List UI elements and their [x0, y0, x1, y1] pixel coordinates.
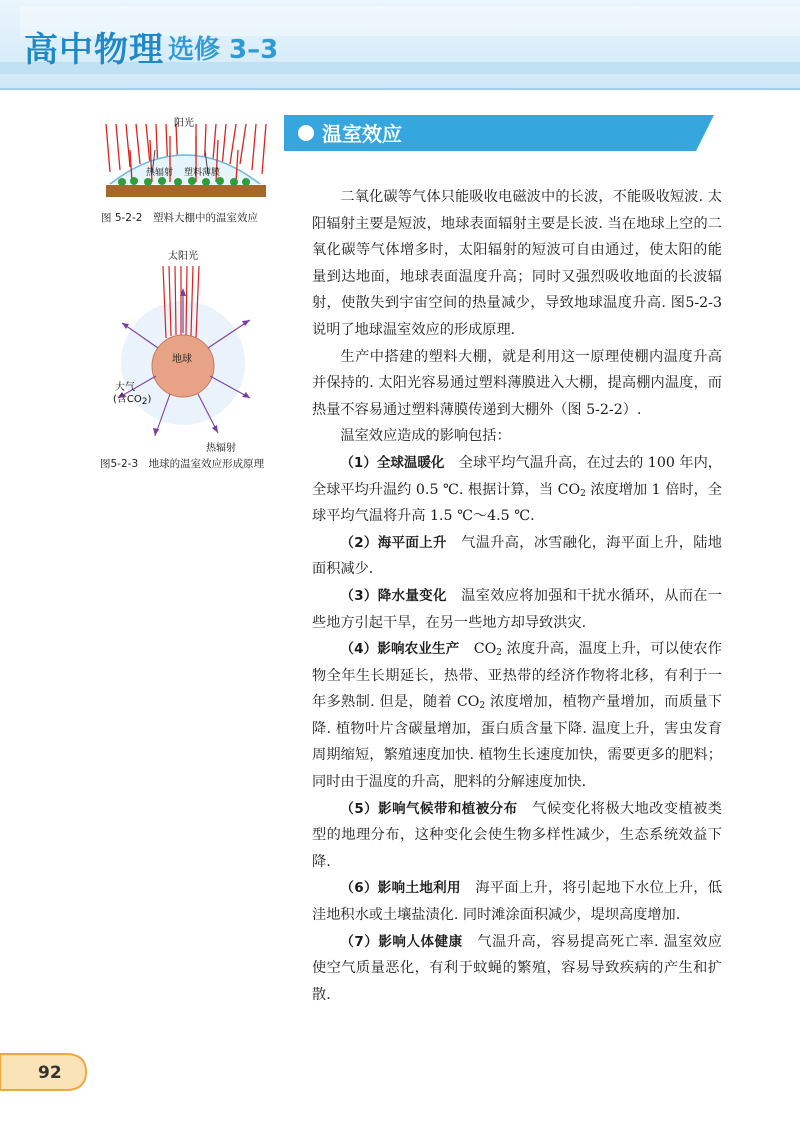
- item-4: （4）影响农业生产 $CO_2$ 浓度升高，温度上升，可以使农作物全年生长期延长，热带、亚热带的经济作物将北移，有利于一年多熟制. 但是，随着 $CO_2$ 浓度增加，植物产量增加，而质量下降. 植物叶片含碳量增加，蛋白质含量下降. 温度上升，害虫发育周期缩短，繁殖速度加快. 植物生长速度加快，需要更多的肥料；同时由于温度的升高，肥料的分解速度加快.: [312, 641, 722, 791]
- book-title: 高中物理: [24, 30, 164, 70]
- label-earth: 地球: [172, 354, 192, 365]
- figure-earth-greenhouse: [100, 258, 285, 448]
- item-6: （6）影响土地利用 海平面上升，将引起地下水位上升，低洼地积水或土壤盐渍化. 同时滩涂面积减少，堤坝高度增加.: [312, 880, 722, 924]
- label-plastic-film: 塑料薄膜: [184, 168, 221, 178]
- label-heat-radiation-2: 热辐射: [206, 443, 236, 454]
- item-1: （1）全球温暖化 全球平均气温升高，在过去的 100 年内，全球平均升温约 0.5 ℃. 根据计算，当 $CO_2$ 浓度增加 1 倍时，全球平均气温将升高 1.5 ℃～4.5 ℃.: [312, 454, 722, 525]
- ground: [106, 185, 266, 197]
- header-banner: [0, 0, 800, 90]
- paragraph-3: 温室效应造成的影响包括：: [340, 428, 511, 445]
- item-5: （5）影响气候带和植被分布 气候变化将极大地改变植被类型的地理分布，这种变化会使生物多样性减少，生态系统效益下降.: [312, 800, 722, 870]
- book-subtitle: 选修 3–3: [168, 35, 279, 65]
- figure2-caption: 图5-2-3 地球的温室效应形成原理: [100, 458, 265, 470]
- page-number: 92: [38, 1063, 62, 1083]
- label-sunlight-2: 太阳光: [168, 251, 198, 262]
- item-3: （3）降水量变化 温室效应将加强和干扰水循环，从而在一些地方引起干旱，在另一些地方却导致洪灾.: [312, 587, 722, 631]
- label-atmosphere: 大气: [115, 382, 135, 393]
- paragraph-2: 生产中搭建的塑料大棚，就是利用这一原理使棚内温度升高并保持的. 太阳光容易通过塑料薄膜进入大棚，提高棚内温度，而热量不容易通过塑料薄膜传递到大棚外（图 5-2-2）.: [312, 348, 722, 418]
- section-title: 温室效应: [322, 122, 402, 146]
- paragraph-1: 二氧化碳等气体只能吸收电磁波中的长波，不能吸收短波. 太阳辐射主要是短波，地球表面辐射主要是长波. 当在地球上空的二氧化碳等气体增多时，太阳辐射的短波可自由通过，使太阳的能量到达地面，地球表面温度升高；同时又强烈吸收地面的长波辐射，使散失到宇宙空间的热量减少，导致地球温度升高. 图5-2-3说明了地球温室效应的形成原理.: [312, 189, 722, 338]
- label-heat-radiation: 热辐射: [146, 168, 174, 178]
- earth: [152, 335, 214, 397]
- figure1-caption: 图 5-2-2 塑料大棚中的温室效应: [101, 212, 258, 224]
- body-text: [312, 184, 722, 1008]
- label-sunlight: 阳光: [174, 118, 194, 129]
- label-co2: (含$CO_2$): [113, 394, 152, 407]
- item-7: （7）影响人体健康 气温升高，容易提高死亡率. 温室效应使空气质量恶化，有利于蚊蝇的繁殖，容易导致疾病的产生和扩散.: [312, 933, 722, 1003]
- item-2: （2）海平面上升 气温升高，冰雪融化，海平面上升，陆地面积减少.: [312, 534, 722, 578]
